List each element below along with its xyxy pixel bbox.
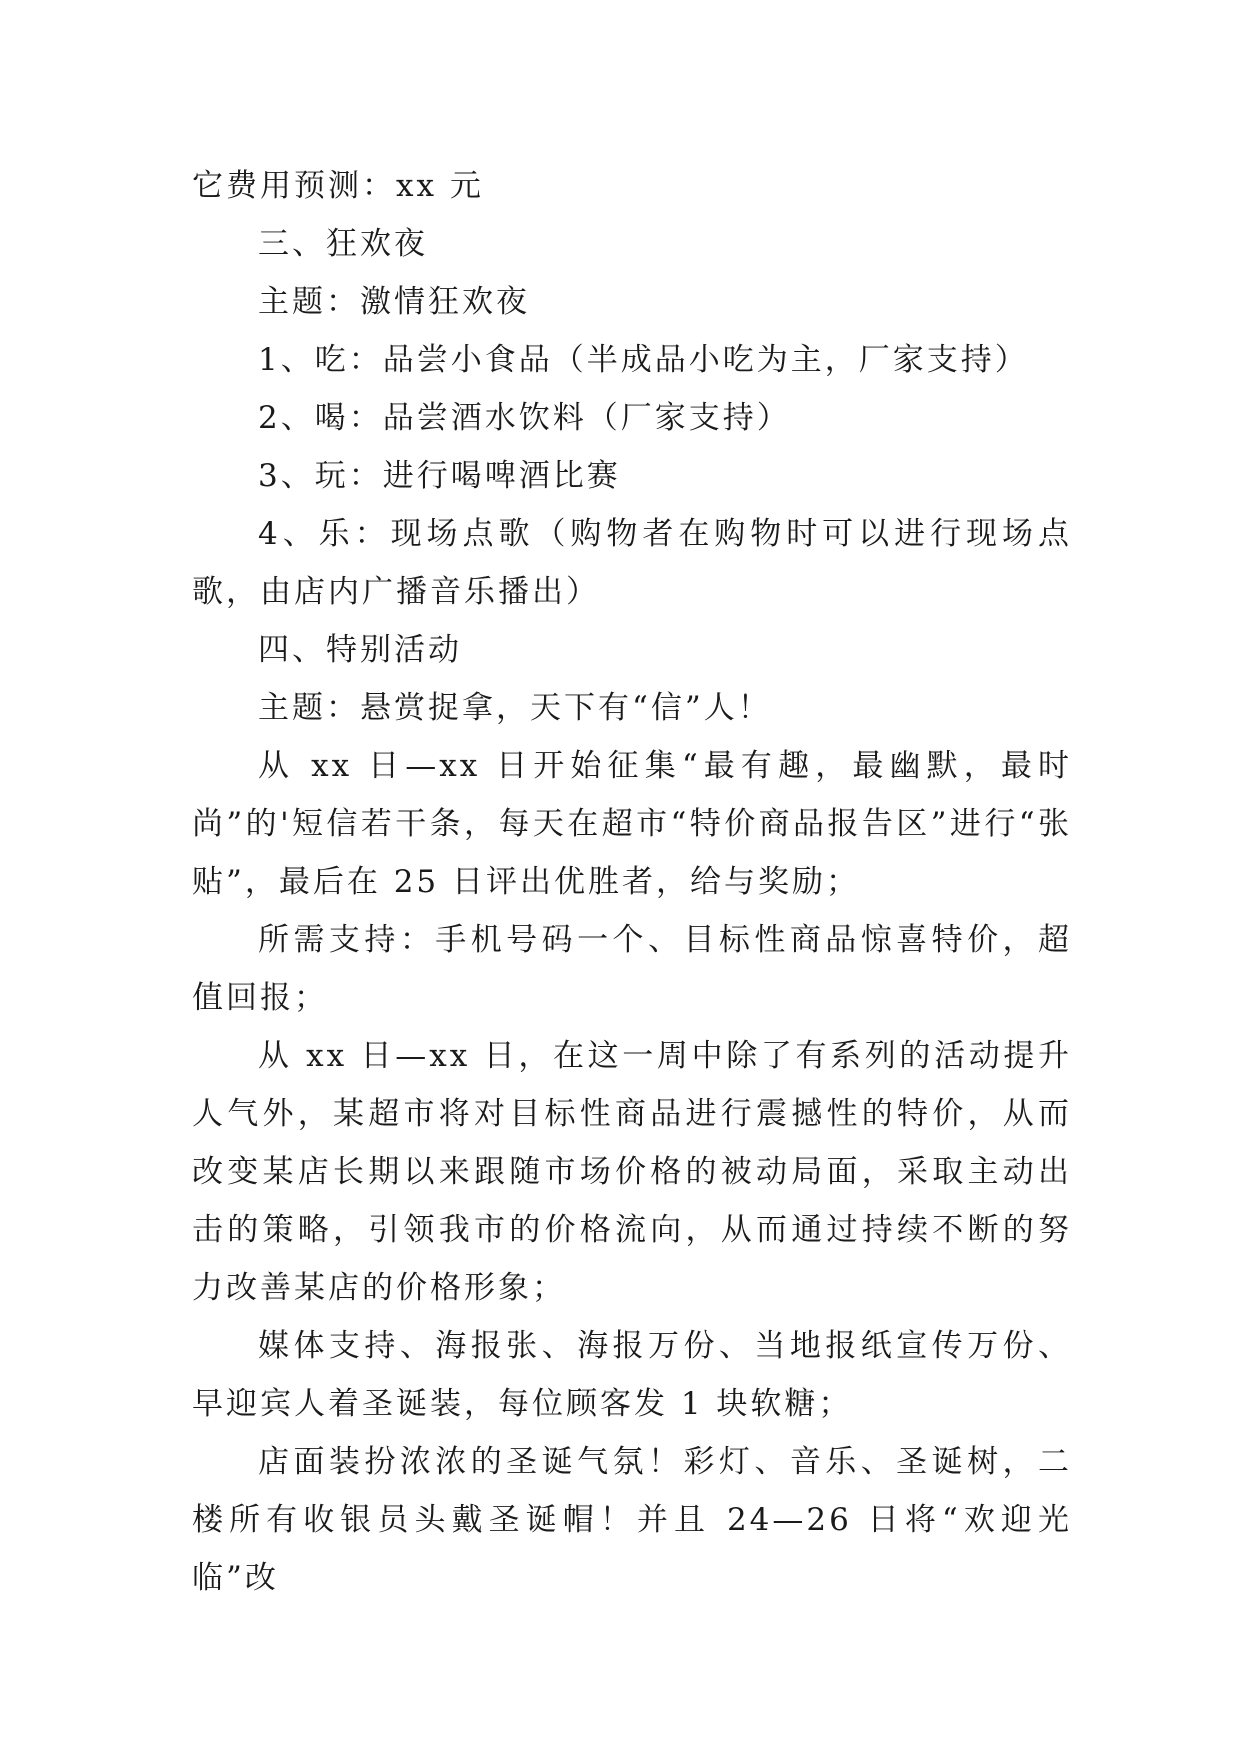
paragraph-other-cost: 它费用预测：xx 元 <box>192 168 484 204</box>
document-body <box>192 157 1072 1607</box>
carnival-item-play: 3、玩：进行喝啤酒比赛 <box>258 458 621 494</box>
paragraph-sms-collection: 从 xx 日—xx 日开始征集“最有趣，最幽默，最时尚”的'短信若干条，每天在超市“特价商品报告区”进行“张贴”，最后在 25 日评出优胜者，给与奖励； <box>192 748 1072 900</box>
carnival-theme: 主题：激情狂欢夜 <box>258 284 530 320</box>
heading-special-activity: 四、特别活动 <box>258 632 462 668</box>
special-activity-theme: 主题：悬赏捉拿，天下有“信”人！ <box>258 690 772 726</box>
paragraph-required-support: 所需支持：手机号码一个、目标性商品惊喜特价，超值回报； <box>192 922 1072 1016</box>
carnival-item-music: 4、乐：现场点歌（购物者在购物时可以进行现场点歌，由店内广播音乐播出） <box>192 516 1072 610</box>
paragraph-week-pricing: 从 xx 日—xx 日，在这一周中除了有系列的活动提升人气外，某超市将对目标性商品进行震撼性的特价，从而改变某店长期以来跟随市场价格的被动局面，采取主动出击的策略，引领我市的价格流向，从而通过持续不断的努力改善某店的价格形象； <box>192 1038 1072 1306</box>
paragraph-media-support: 媒体支持、海报张、海报万份、当地报纸宣传万份、早迎宾人着圣诞装，每位顾客发 1 块软糖； <box>192 1328 1072 1422</box>
paragraph-store-decoration: 店面装扮浓浓的圣诞气氛！彩灯、音乐、圣诞树，二楼所有收银员头戴圣诞帽！并且 24—26 日将“欢迎光临”改 <box>192 1444 1072 1596</box>
carnival-item-eat: 1、吃：品尝小食品（半成品小吃为主，厂家支持） <box>258 342 1029 378</box>
heading-carnival-night: 三、狂欢夜 <box>258 226 428 262</box>
carnival-item-drink: 2、喝：品尝酒水饮料（厂家支持） <box>258 400 791 436</box>
